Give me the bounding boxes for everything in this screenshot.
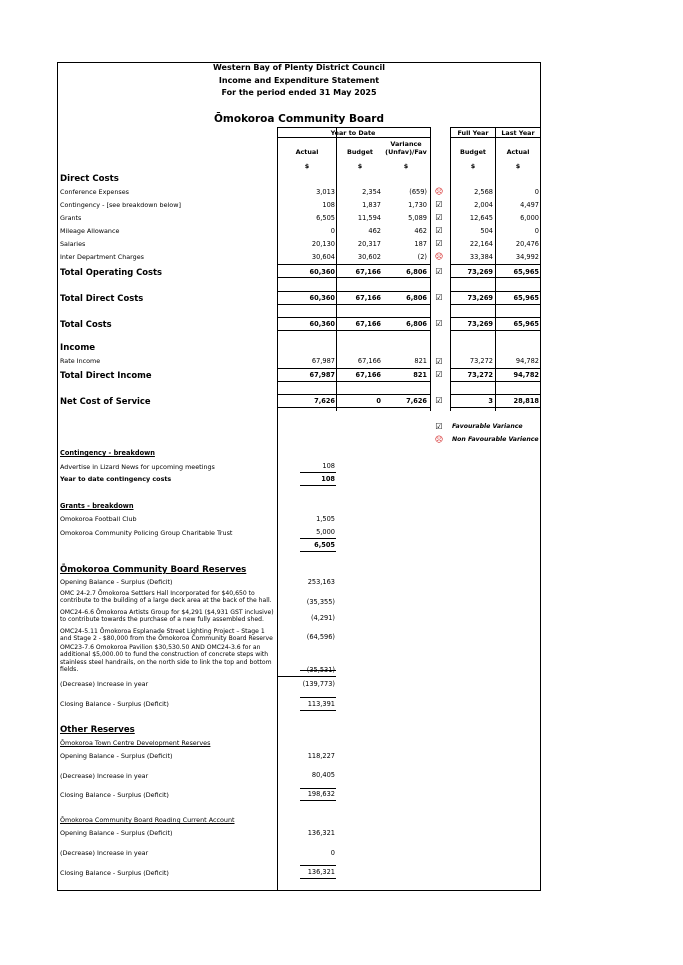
reserve-item-value: (35,531) — [306, 666, 335, 674]
grid-line — [450, 137, 541, 138]
contingency-breakdown-heading: Contingency - breakdown — [60, 449, 155, 457]
cost-row-actual: 30,604 — [311, 253, 335, 261]
total-direct-income-ly: 94,782 — [513, 371, 539, 379]
reserve-item-label: OMC24-6.6 Ōmokoroa Artists Group for $4,291 ($4,931 GST inclusive) to contribute towards the purchase of a new fully assembled shed. — [60, 609, 274, 624]
roading-change-label: (Decrease) Increase in year — [60, 849, 149, 857]
cost-row-actual: 6,505 — [316, 214, 335, 222]
rule — [278, 407, 430, 408]
rule — [451, 317, 540, 318]
rate-income-variance: 821 — [414, 357, 427, 365]
rule — [300, 538, 336, 539]
town-centre-heading: Ōmokoroa Town Centre Development Reserves — [60, 739, 211, 747]
reserve-item-value: (4,291) — [310, 614, 335, 622]
net-cost-of-service-budget: 0 — [376, 397, 381, 405]
reserve-item-value: (64,596) — [306, 633, 335, 641]
cost-row-budget: 20,317 — [357, 240, 381, 248]
legend-favourable: Favourable Variance — [452, 423, 523, 430]
total-direct-income-actual: 67,987 — [309, 371, 335, 379]
grid-line — [430, 127, 431, 411]
favourable-icon: ☑ — [435, 422, 443, 431]
reserves-closing-value: 113,391 — [307, 700, 335, 708]
cost-row-fy: 12,645 — [469, 214, 493, 222]
favourable-icon: ☑ — [435, 226, 443, 235]
rule — [451, 407, 540, 408]
rate-income-budget: 67,166 — [357, 357, 381, 365]
rule — [278, 368, 430, 369]
total-operating-costs-ly: 65,965 — [513, 268, 539, 276]
total-direct-income-variance: 821 — [413, 371, 427, 379]
grid-line — [277, 127, 278, 891]
rule — [278, 330, 430, 331]
unit-label: $ — [357, 162, 363, 170]
reserve-item-label: OMC 24-2.7 Ōmokoroa Settlers Hall Incorporated for $40,650 to contribute to the building of a large deck area at the back of the hall. — [60, 590, 272, 605]
reserves-opening-value: 253,163 — [307, 578, 335, 586]
legend-unfavourable: Non Favourable Varience — [452, 436, 539, 443]
town-centre-opening-value: 118,227 — [307, 752, 335, 760]
grants-total-value: 6,505 — [314, 541, 335, 549]
cost-row-variance: 462 — [414, 227, 427, 235]
cost-row-budget: 2,354 — [362, 188, 381, 196]
favourable-icon: ☑ — [435, 319, 443, 328]
unfavourable-icon: ☹ — [434, 435, 444, 444]
cost-row-budget: 462 — [368, 227, 381, 235]
grid-line — [450, 127, 541, 128]
statement-title: Income and Expenditure Statement — [218, 76, 380, 85]
col-variance-1: Variance — [390, 140, 422, 148]
grants-breakdown-heading: Grants - breakdown — [60, 502, 134, 510]
rule — [278, 381, 430, 382]
rule — [451, 330, 540, 331]
favourable-icon: ☑ — [435, 200, 443, 209]
col-variance-2: (Unfav)/Fav — [385, 148, 427, 156]
grant-item-value: 5,000 — [316, 528, 335, 536]
rule — [300, 788, 336, 789]
total-operating-costs-fy: 73,269 — [467, 268, 493, 276]
rule — [451, 264, 540, 265]
cost-row-variance: (659) — [409, 188, 427, 196]
rule — [300, 865, 336, 866]
col-budget: Budget — [347, 148, 373, 156]
rate-income-label: Rate Income — [60, 357, 101, 365]
total-costs-budget: 67,166 — [355, 320, 381, 328]
cost-row-actual: 3,013 — [316, 188, 335, 196]
cost-row-fy: 33,384 — [469, 253, 493, 261]
board-reserves-heading: Ōmokoroa Community Board Reserves — [60, 565, 247, 575]
total-operating-costs-budget: 67,166 — [355, 268, 381, 276]
col-group-last-year: Last Year — [501, 129, 535, 137]
rate-income-actual: 67,987 — [311, 357, 335, 365]
statement-period: For the period ended 31 May 2025 — [221, 88, 377, 97]
col-ly-actual: Actual — [506, 148, 530, 156]
rule — [300, 710, 336, 711]
income-heading: Income — [60, 343, 96, 353]
town-centre-change-value: 80,405 — [311, 771, 335, 779]
total-costs-label: Total Costs — [60, 319, 112, 329]
unfavourable-icon: ☹ — [434, 252, 444, 261]
town-centre-change-label: (Decrease) Increase in year — [60, 772, 149, 780]
unit-label: $ — [403, 162, 409, 170]
favourable-icon: ☑ — [435, 396, 443, 405]
favourable-icon: ☑ — [435, 370, 443, 379]
roading-change-value: 0 — [330, 849, 335, 857]
roading-closing-label: Closing Balance - Surplus (Deficit) — [60, 869, 169, 877]
cost-row-variance: (2) — [417, 253, 427, 261]
rule — [300, 697, 336, 698]
col-group-ytd: Year to Date — [330, 129, 376, 137]
reserve-item-label: OMC24-5.11 Ōmokoroa Esplanade Street Lighting Project – Stage 1 and Stage 2 - $80,000 from the Ōmokoroa Community Board Reserve — [60, 628, 273, 643]
unit-label: $ — [304, 162, 310, 170]
grant-item-label: Omokoroa Community Policing Group Charitable Trust — [60, 529, 233, 537]
total-direct-income-fy: 73,272 — [467, 371, 493, 379]
net-cost-of-service-fy: 3 — [488, 397, 493, 405]
unfavourable-icon: ☹ — [434, 187, 444, 196]
total-operating-costs-label: Total Operating Costs — [60, 267, 162, 277]
cost-row-label: Mileage Allowance — [60, 227, 120, 235]
rule — [451, 291, 540, 292]
reserves-opening-label: Opening Balance - Surplus (Deficit) — [60, 578, 173, 586]
rule — [278, 304, 430, 305]
rule — [451, 368, 540, 369]
cost-row-budget: 30,602 — [357, 253, 381, 261]
grant-item-value: 1,505 — [316, 515, 335, 523]
grant-item-label: Omokoroa Football Club — [60, 515, 137, 523]
favourable-icon: ☑ — [435, 213, 443, 222]
cost-row-label: Grants — [60, 214, 82, 222]
net-cost-of-service-ly: 28,818 — [513, 397, 539, 405]
cost-row-label: Inter Department Charges — [60, 253, 144, 261]
town-centre-closing-value: 198,632 — [307, 790, 335, 798]
contingency-item-label: Advertise in Lizard News for upcoming meetings — [60, 463, 215, 471]
rule — [451, 381, 540, 382]
total-direct-costs-actual: 60,360 — [309, 294, 335, 302]
other-reserves-heading: Other Reserves — [60, 725, 135, 735]
roading-opening-label: Opening Balance - Surplus (Deficit) — [60, 829, 173, 837]
col-fy-budget: Budget — [460, 148, 486, 156]
favourable-icon: ☑ — [435, 357, 443, 366]
total-direct-income-budget: 67,166 — [355, 371, 381, 379]
rule — [278, 317, 430, 318]
rule — [278, 291, 430, 292]
total-direct-costs-ly: 65,965 — [513, 294, 539, 302]
col-group-full-year: Full Year — [457, 129, 489, 137]
rule — [278, 264, 430, 265]
rule — [278, 394, 430, 395]
total-direct-costs-label: Total Direct Costs — [60, 293, 144, 303]
favourable-icon: ☑ — [435, 267, 443, 276]
rule — [300, 485, 336, 486]
total-operating-costs-actual: 60,360 — [309, 268, 335, 276]
total-costs-fy: 73,269 — [467, 320, 493, 328]
cost-row-budget: 1,837 — [362, 201, 381, 209]
rule — [300, 472, 336, 473]
favourable-icon: ☑ — [435, 239, 443, 248]
total-direct-costs-variance: 6,806 — [406, 294, 427, 302]
rule — [300, 670, 336, 671]
roading-heading: Ōmokoroa Community Board Roading Current Account — [60, 816, 235, 824]
cost-row-fy: 22,164 — [469, 240, 493, 248]
rule — [451, 277, 540, 278]
reserve-item-label: OMC23-7.6 Ōmokoroa Pavilion $30,530.50 AND OMC24-3.6 for an additional $5,000.00 to fund the construction of concrete steps with stainless steel handrails, on the north side to link the top and bottom fields. — [60, 644, 272, 674]
reserves-change-label: (Decrease) Increase in year — [60, 680, 149, 688]
cost-row-ly: 0 — [534, 227, 539, 235]
total-direct-income-label: Total Direct Income — [60, 370, 152, 380]
cost-row-actual: 20,130 — [311, 240, 335, 248]
rule — [278, 676, 336, 677]
cost-row-ly: 6,000 — [520, 214, 539, 222]
council-name: Western Bay of Plenty District Council — [213, 63, 385, 72]
reserves-closing-label: Closing Balance - Surplus (Deficit) — [60, 700, 169, 708]
col-actual: Actual — [295, 148, 319, 156]
net-cost-of-service-label: Net Cost of Service — [60, 396, 151, 406]
cost-row-variance: 1,730 — [408, 201, 427, 209]
contingency-item-value: 108 — [322, 462, 335, 470]
contingency-total-label: Year to date contingency costs — [60, 475, 172, 483]
rule — [451, 304, 540, 305]
total-operating-costs-variance: 6,806 — [406, 268, 427, 276]
cost-row-label: Salaries — [60, 240, 86, 248]
unit-label: $ — [470, 162, 476, 170]
cost-row-budget: 11,594 — [357, 214, 381, 222]
net-cost-of-service-variance: 7,626 — [406, 397, 427, 405]
favourable-icon: ☑ — [435, 293, 443, 302]
rate-income-fy: 73,272 — [469, 357, 493, 365]
rule — [278, 277, 430, 278]
town-centre-closing-label: Closing Balance - Surplus (Deficit) — [60, 791, 169, 799]
rule — [300, 551, 336, 552]
cost-row-ly: 0 — [534, 188, 539, 196]
town-centre-opening-label: Opening Balance - Surplus (Deficit) — [60, 752, 173, 760]
direct-costs-heading: Direct Costs — [60, 174, 119, 184]
cost-row-fy: 2,568 — [474, 188, 493, 196]
cost-row-ly: 4,497 — [520, 201, 539, 209]
grid-line — [277, 127, 430, 128]
roading-closing-value: 136,321 — [307, 868, 335, 876]
unit-label: $ — [515, 162, 521, 170]
board-title: Ōmokoroa Community Board — [214, 113, 384, 125]
cost-row-ly: 34,992 — [515, 253, 539, 261]
net-cost-of-service-actual: 7,626 — [314, 397, 335, 405]
roading-opening-value: 136,321 — [307, 829, 335, 837]
total-costs-variance: 6,806 — [406, 320, 427, 328]
rule — [451, 394, 540, 395]
cost-row-variance: 187 — [414, 240, 427, 248]
rate-income-ly: 94,782 — [515, 357, 539, 365]
total-direct-costs-budget: 67,166 — [355, 294, 381, 302]
cost-row-fy: 504 — [480, 227, 493, 235]
cost-row-actual: 108 — [322, 201, 335, 209]
total-costs-ly: 65,965 — [513, 320, 539, 328]
cost-row-fy: 2,004 — [474, 201, 493, 209]
cost-row-ly: 20,476 — [515, 240, 539, 248]
cost-row-label: Conference Expenses — [60, 188, 129, 196]
rule — [300, 878, 336, 879]
reserve-item-value: (35,355) — [306, 598, 335, 606]
cost-row-actual: 0 — [330, 227, 335, 235]
total-direct-costs-fy: 73,269 — [467, 294, 493, 302]
rule — [300, 800, 336, 801]
grid-line — [277, 137, 430, 138]
cost-row-label: Contingency - [see breakdown below] — [60, 201, 181, 209]
contingency-total-value: 108 — [321, 475, 335, 483]
reserves-change-value: (139,773) — [302, 680, 335, 688]
total-costs-actual: 60,360 — [309, 320, 335, 328]
cost-row-variance: 5,089 — [408, 214, 427, 222]
